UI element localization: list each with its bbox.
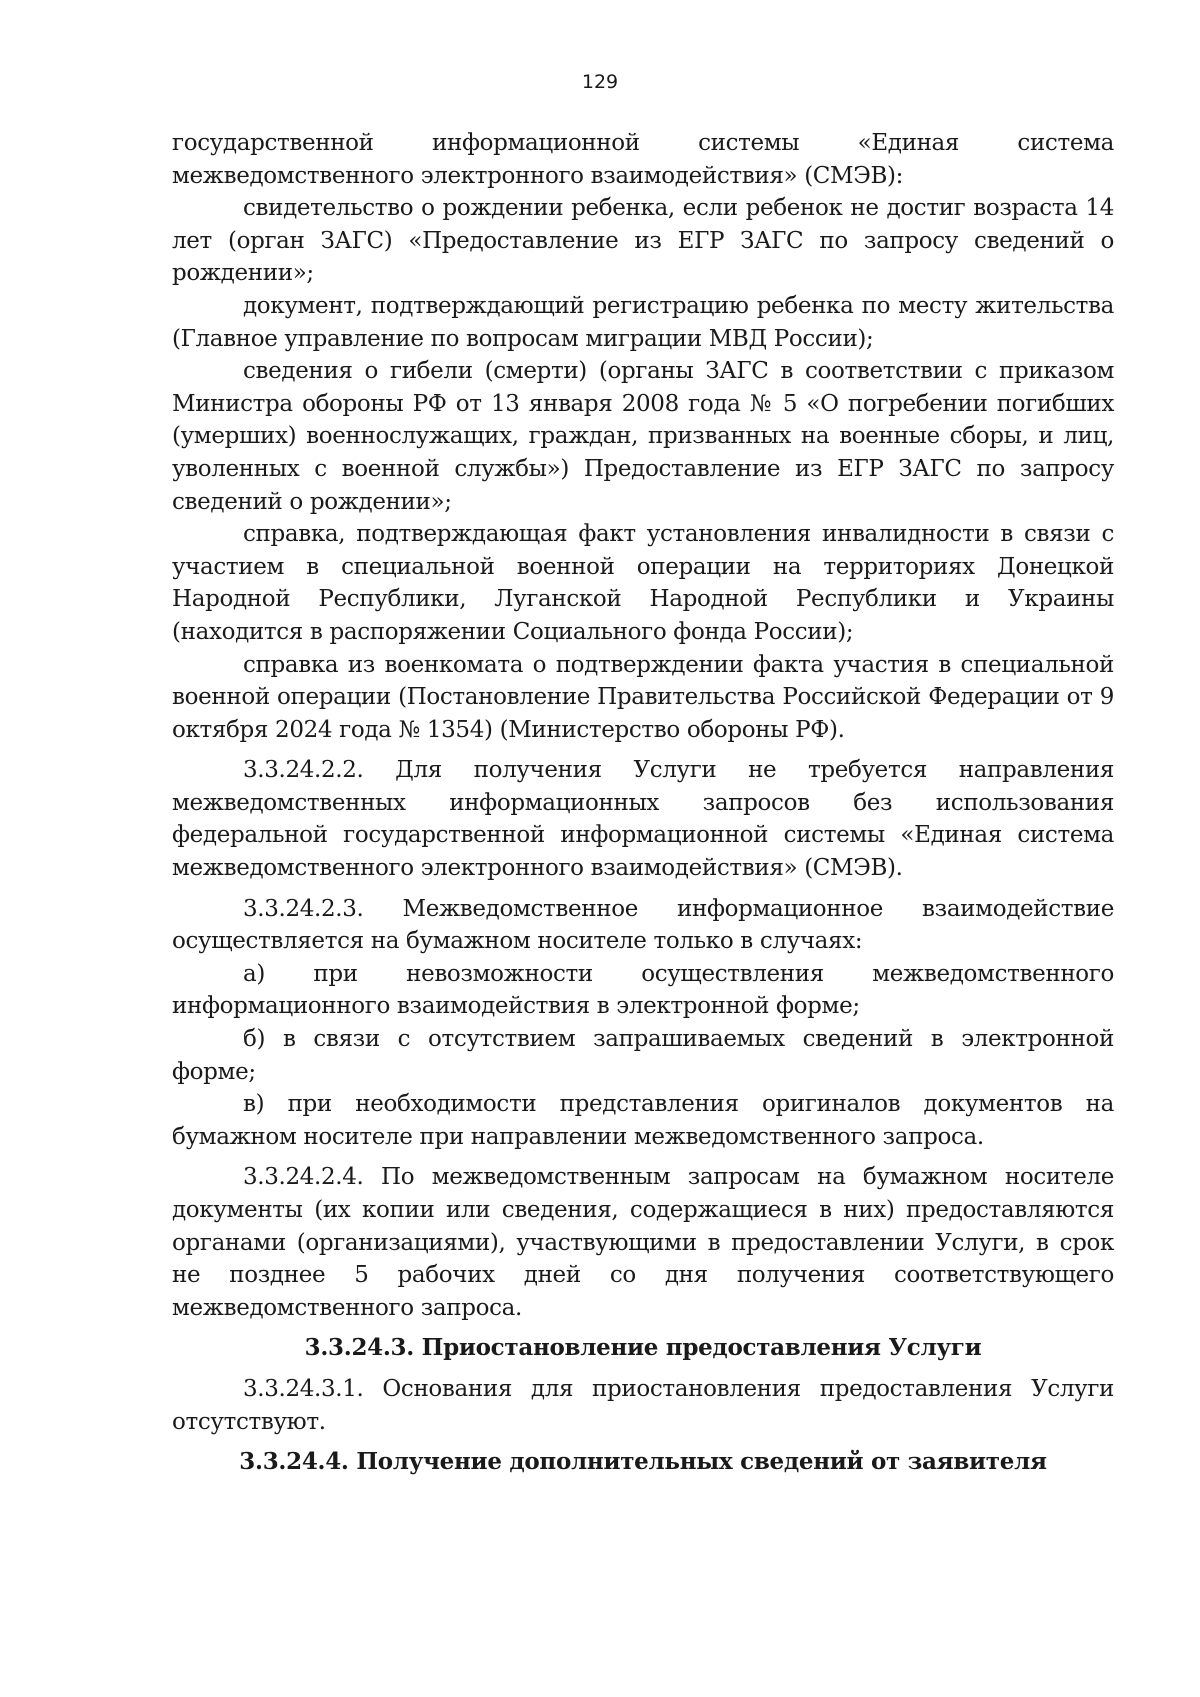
paragraph-military-certificate: справка из военкомата о подтверждении факта участия в специальной военной операции (Постановление Правительства Российской Федерации от 9 октября 2024 года № 1354) (Министерство обороны РФ).: [172, 651, 1114, 743]
paragraph-3-3-24-2-2: 3.3.24.2.2. Для получения Услуги не требуется направления межведомственных информационных запросов без использования федеральной государственной информационной системы «Единая система межведомственного электронного взаимодействия» (СМЭВ).: [172, 757, 1114, 882]
paragraph-3-3-24-2-4: 3.3.24.2.4. По межведомственным запросам на бумажном носителе документы (их копии или сведения, содержащиеся в них) предоставляются органами (организациями), участвующими в предоставлении Услуги, в срок не позднее 5 рабочих дней со дня получения соответствующего межведомственного запроса.: [172, 1164, 1114, 1321]
section-heading-3-3-24-3: 3.3.24.3. Приостановление предоставления Услуги: [304, 1334, 982, 1362]
list-item-v: в) при необходимости представления оригиналов документов на бумажном носителе при направлении межведомственного запроса.: [172, 1091, 1114, 1150]
paragraph-disability-certificate: справка, подтверждающая факт установления инвалидности в связи с участием в специальной военной операции на территориях Донецкой Народной Республики, Луганской Народной Республики и Украины (находится в распоряжении Социального фонда России);: [172, 521, 1114, 645]
page-number: 129: [581, 71, 619, 93]
section-heading-3-3-24-4: 3.3.24.4. Получение дополнительных сведений от заявителя: [239, 1448, 1047, 1476]
paragraph-birth-certificate: свидетельство о рождении ребенка, если ребенок не достиг возраста 14 лет (орган ЗАГС) «Предоставление из ЕГР ЗАГС по запросу сведений о рождении»;: [172, 195, 1114, 287]
list-item-a: а) при невозможности осуществления межведомственного информационного взаимодействия в электронной форме;: [172, 960, 1114, 1020]
paragraph-smev-intro: государственной информационной системы «Единая система межведомственного электронного взаимодействия» (СМЭВ):: [172, 130, 1114, 189]
paragraph-residence-registration: документ, подтверждающий регистрацию ребенка по месту жительства (Главное управление по вопросам миграции МВД России);: [172, 292, 1114, 352]
paragraph-death-info: сведения о гибели (смерти) (органы ЗАГС в соответствии с приказом Министра обороны РФ от 13 января 2008 года № 5 «О погребении погибших (умерших) военнослужащих, граждан, призванных на военные сборы, и лиц, уволенных с военной службы») Предоставление из ЕГР ЗАГС по запросу сведений о рождении»;: [172, 358, 1114, 515]
paragraph-3-3-24-3-1: 3.3.24.3.1. Основания для приостановления предоставления Услуги отсутствуют.: [172, 1375, 1114, 1435]
paragraph-3-3-24-2-3: 3.3.24.2.3. Межведомственное информационное взаимодействие осуществляется на бумажном носителе только в случаях:: [172, 895, 1114, 955]
list-item-b: б) в связи с отсутствием запрашиваемых сведений в электронной форме;: [172, 1026, 1114, 1085]
document-body: [172, 127, 1114, 1479]
